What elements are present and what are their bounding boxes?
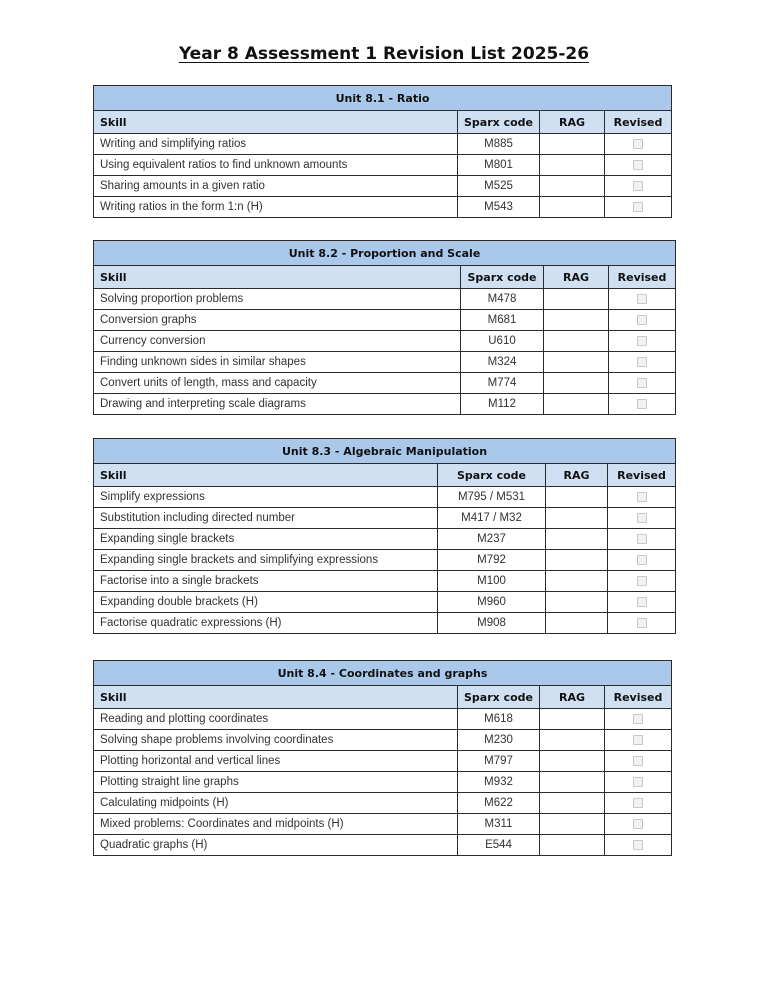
revised-header: Revised	[609, 266, 676, 289]
table-row	[94, 793, 672, 814]
table-row	[94, 289, 676, 310]
unit-table-8-1	[93, 85, 672, 218]
revised-cell	[605, 751, 672, 772]
column-header-row	[94, 686, 672, 709]
skill-header: Skill	[94, 266, 461, 289]
unit-title: Unit 8.4 - Coordinates and graphs	[94, 661, 672, 686]
sparx-code-cell: M324	[461, 352, 544, 373]
rag-cell[interactable]	[546, 550, 608, 571]
rag-cell[interactable]	[544, 394, 609, 415]
unit-table-8-3	[93, 438, 676, 634]
revised-checkbox[interactable]	[637, 534, 647, 544]
rag-cell[interactable]	[546, 571, 608, 592]
table-row	[94, 529, 676, 550]
skill-cell: Factorise quadratic expressions (H)	[94, 613, 438, 634]
revised-checkbox[interactable]	[633, 181, 643, 191]
rag-header: RAG	[540, 111, 605, 134]
revised-cell	[609, 331, 676, 352]
sparx-code-cell: M237	[438, 529, 546, 550]
skill-cell: Expanding single brackets and simplifying expressions	[94, 550, 438, 571]
revised-checkbox[interactable]	[637, 555, 647, 565]
revised-cell	[608, 487, 676, 508]
revised-cell	[608, 613, 676, 634]
revised-checkbox[interactable]	[637, 336, 647, 346]
sparx-code-cell: M795 / M531	[438, 487, 546, 508]
revised-cell	[605, 793, 672, 814]
table-row	[94, 394, 676, 415]
revised-checkbox[interactable]	[637, 513, 647, 523]
revised-checkbox[interactable]	[637, 315, 647, 325]
sparx-code-cell: M525	[458, 176, 540, 197]
table-row	[94, 134, 672, 155]
rag-cell[interactable]	[540, 155, 605, 176]
sparx-code-header: Sparx code	[461, 266, 544, 289]
revised-cell	[609, 310, 676, 331]
revised-cell	[608, 550, 676, 571]
column-header-row	[94, 464, 676, 487]
skill-cell: Mixed problems: Coordinates and midpoints (H)	[94, 814, 458, 835]
rag-cell[interactable]	[544, 373, 609, 394]
table-row	[94, 835, 672, 856]
revised-checkbox[interactable]	[633, 840, 643, 850]
revised-cell	[605, 772, 672, 793]
skill-cell: Calculating midpoints (H)	[94, 793, 458, 814]
sparx-code-cell: M908	[438, 613, 546, 634]
rag-cell[interactable]	[544, 289, 609, 310]
sparx-code-cell: M797	[458, 751, 540, 772]
revised-checkbox[interactable]	[633, 202, 643, 212]
table-row	[94, 730, 672, 751]
rag-cell[interactable]	[540, 197, 605, 218]
sparx-code-cell: M960	[438, 592, 546, 613]
sparx-code-cell: E544	[458, 835, 540, 856]
revised-checkbox[interactable]	[637, 294, 647, 304]
rag-cell[interactable]	[540, 176, 605, 197]
revised-cell	[605, 814, 672, 835]
rag-cell[interactable]	[546, 592, 608, 613]
rag-cell[interactable]	[540, 793, 605, 814]
revised-checkbox[interactable]	[637, 597, 647, 607]
table-row	[94, 571, 676, 592]
sparx-code-header: Sparx code	[458, 111, 540, 134]
skill-cell: Quadratic graphs (H)	[94, 835, 458, 856]
table-row	[94, 508, 676, 529]
table-row	[94, 487, 676, 508]
skill-cell: Writing and simplifying ratios	[94, 134, 458, 155]
sparx-code-header: Sparx code	[438, 464, 546, 487]
rag-cell[interactable]	[546, 613, 608, 634]
sparx-code-cell: M932	[458, 772, 540, 793]
skill-cell: Writing ratios in the form 1:n (H)	[94, 197, 458, 218]
skill-cell: Expanding double brackets (H)	[94, 592, 438, 613]
skill-cell: Convert units of length, mass and capacity	[94, 373, 461, 394]
unit-table-8-4	[93, 660, 672, 856]
table-row	[94, 751, 672, 772]
unit-title: Unit 8.1 - Ratio	[94, 86, 672, 111]
rag-cell[interactable]	[540, 134, 605, 155]
table-row	[94, 155, 672, 176]
table-row	[94, 352, 676, 373]
sparx-code-cell: M885	[458, 134, 540, 155]
revised-cell	[605, 730, 672, 751]
unit-title: Unit 8.2 - Proportion and Scale	[94, 241, 676, 266]
revised-checkbox[interactable]	[637, 399, 647, 409]
revised-header: Revised	[605, 111, 672, 134]
revised-checkbox[interactable]	[633, 160, 643, 170]
unit-title: Unit 8.3 - Algebraic Manipulation	[94, 439, 676, 464]
skill-header: Skill	[94, 464, 438, 487]
revised-checkbox[interactable]	[637, 576, 647, 586]
sparx-code-cell: M230	[458, 730, 540, 751]
table-row	[94, 331, 676, 352]
revised-cell	[605, 835, 672, 856]
sparx-code-cell: M417 / M32	[438, 508, 546, 529]
table-row	[94, 613, 676, 634]
skill-header: Skill	[94, 686, 458, 709]
sparx-code-cell: M618	[458, 709, 540, 730]
rag-cell[interactable]	[540, 751, 605, 772]
sparx-code-cell: M543	[458, 197, 540, 218]
revised-checkbox[interactable]	[637, 618, 647, 628]
skill-cell: Using equivalent ratios to find unknown amounts	[94, 155, 458, 176]
rag-cell[interactable]	[540, 709, 605, 730]
sparx-code-cell: M774	[461, 373, 544, 394]
revised-cell	[605, 176, 672, 197]
skill-cell: Plotting horizontal and vertical lines	[94, 751, 458, 772]
rag-cell[interactable]	[540, 730, 605, 751]
table-row	[94, 550, 676, 571]
revised-cell	[605, 155, 672, 176]
rag-header: RAG	[540, 686, 605, 709]
revised-cell	[608, 592, 676, 613]
revised-checkbox[interactable]	[633, 777, 643, 787]
revised-cell	[609, 352, 676, 373]
table-row	[94, 176, 672, 197]
skill-cell: Solving shape problems involving coordinates	[94, 730, 458, 751]
sparx-code-cell: M792	[438, 550, 546, 571]
skill-cell: Finding unknown sides in similar shapes	[94, 352, 461, 373]
rag-cell[interactable]	[540, 772, 605, 793]
table-row	[94, 814, 672, 835]
page-title: Year 8 Assessment 1 Revision List 2025-26	[178, 44, 590, 64]
revised-header: Revised	[608, 464, 676, 487]
table-row	[94, 592, 676, 613]
revised-cell	[608, 508, 676, 529]
table-row	[94, 373, 676, 394]
rag-cell[interactable]	[546, 487, 608, 508]
skill-header: Skill	[94, 111, 458, 134]
revised-cell	[605, 134, 672, 155]
skill-cell: Conversion graphs	[94, 310, 461, 331]
skill-cell: Factorise into a single brackets	[94, 571, 438, 592]
revised-header: Revised	[605, 686, 672, 709]
column-header-row	[94, 266, 676, 289]
revised-checkbox[interactable]	[633, 139, 643, 149]
table-row	[94, 772, 672, 793]
revised-checkbox[interactable]	[633, 819, 643, 829]
rag-cell[interactable]	[540, 835, 605, 856]
revised-checkbox[interactable]	[633, 735, 643, 745]
sparx-code-header: Sparx code	[458, 686, 540, 709]
sparx-code-cell: M311	[458, 814, 540, 835]
rag-cell[interactable]	[540, 814, 605, 835]
skill-cell: Drawing and interpreting scale diagrams	[94, 394, 461, 415]
sparx-code-cell: M801	[458, 155, 540, 176]
skill-cell: Currency conversion	[94, 331, 461, 352]
revised-cell	[609, 394, 676, 415]
revised-cell	[605, 197, 672, 218]
unit-table-8-2	[93, 240, 676, 415]
column-header-row	[94, 111, 672, 134]
table-row	[94, 310, 676, 331]
sparx-code-cell: M478	[461, 289, 544, 310]
rag-cell[interactable]	[546, 529, 608, 550]
skill-cell: Expanding single brackets	[94, 529, 438, 550]
skill-cell: Solving proportion problems	[94, 289, 461, 310]
revised-checkbox[interactable]	[637, 357, 647, 367]
rag-header: RAG	[544, 266, 609, 289]
revised-cell	[608, 571, 676, 592]
skill-cell: Sharing amounts in a given ratio	[94, 176, 458, 197]
rag-cell[interactable]	[544, 310, 609, 331]
skill-cell: Reading and plotting coordinates	[94, 709, 458, 730]
revised-checkbox[interactable]	[633, 756, 643, 766]
sparx-code-cell: M112	[461, 394, 544, 415]
sparx-code-cell: M622	[458, 793, 540, 814]
revised-checkbox[interactable]	[633, 798, 643, 808]
revised-cell	[608, 529, 676, 550]
rag-cell[interactable]	[544, 352, 609, 373]
revised-cell	[605, 709, 672, 730]
sparx-code-cell: M100	[438, 571, 546, 592]
revised-cell	[609, 289, 676, 310]
sparx-code-cell: M681	[461, 310, 544, 331]
revised-checkbox[interactable]	[633, 714, 643, 724]
skill-cell: Simplify expressions	[94, 487, 438, 508]
rag-cell[interactable]	[546, 508, 608, 529]
rag-cell[interactable]	[544, 331, 609, 352]
skill-cell: Substitution including directed number	[94, 508, 438, 529]
sparx-code-cell: U610	[461, 331, 544, 352]
skill-cell: Plotting straight line graphs	[94, 772, 458, 793]
table-row	[94, 709, 672, 730]
rag-header: RAG	[546, 464, 608, 487]
revised-checkbox[interactable]	[637, 378, 647, 388]
table-row	[94, 197, 672, 218]
revised-checkbox[interactable]	[637, 492, 647, 502]
revised-cell	[609, 373, 676, 394]
